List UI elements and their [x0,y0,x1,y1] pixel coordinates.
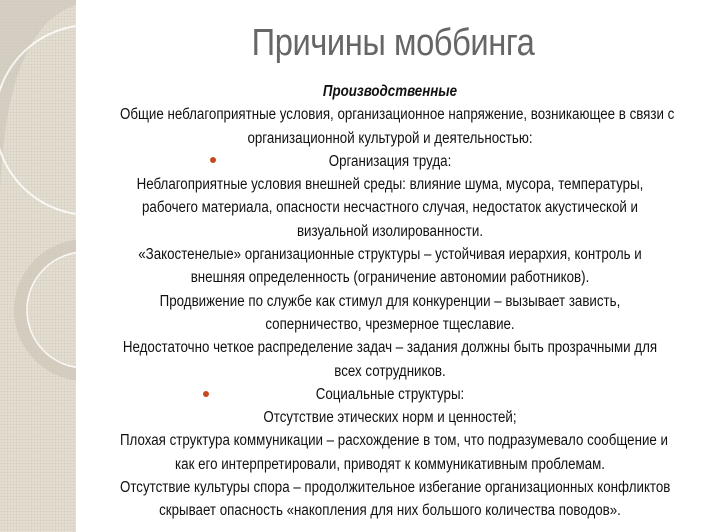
text-line: Неблагоприятные условия внешней среды: влияние шума, мусора, температуры, [136,176,644,194]
paragraph [76,243,704,290]
paragraph [76,406,704,429]
paragraph [76,429,704,476]
text-line: Организация труда: [328,152,452,170]
text-line: Плохая структура коммуникации – расхождение в том, что подразумевало сообщение и [119,432,668,450]
text-line: Отсутствие культуры спора – продолжительное избегание организационных конфликтов [119,479,671,497]
text-line: Отсутствие этических норм и ценностей; [263,409,517,427]
text-line: Общие неблагоприятные условия, организационное напряжение, возникающее в связи с [119,106,675,124]
text-line: Продвижение по службе как стимул для конкуренции – вызывает зависть, [159,292,621,310]
paragraph [76,173,704,243]
text-line: как его интерпретировали, приводят к коммуникативным проблемам. [175,455,605,473]
text-line: Социальные структуры: [315,385,465,403]
text-line: соперничество, чрезмерное тщеславие. [265,315,515,333]
text-line: всех сотрудников. [334,362,446,380]
paragraph [76,336,704,383]
decorative-sidebar [0,0,76,532]
text-line: Недостаточно четкое распределение задач – задания должны быть прозрачными для [122,339,658,357]
decorative-circles [0,0,76,532]
text-line: организационной культурой и деятельностью: [247,129,533,147]
text-line: «Закостенелые» организационные структуры – устойчивая иерархия, контроль и [138,246,642,264]
text-line: скрывает опасность «накопления для них большого количества поводов». [159,502,621,520]
paragraph [76,103,704,150]
text-line: внешняя определенность (ограничение автономии работников). [190,269,590,287]
section-heading: Производственные [322,83,458,100]
paragraph [76,290,704,337]
slide-title: Причины моббинга [251,22,535,64]
text-line: визуальной изолированности. [296,222,484,240]
paragraph [76,383,704,406]
text-line: рабочего материала, опасности несчастного случая, недостаток акустической и [141,199,638,217]
paragraph [76,476,704,523]
paragraph [76,150,704,173]
slide-body [76,80,704,523]
